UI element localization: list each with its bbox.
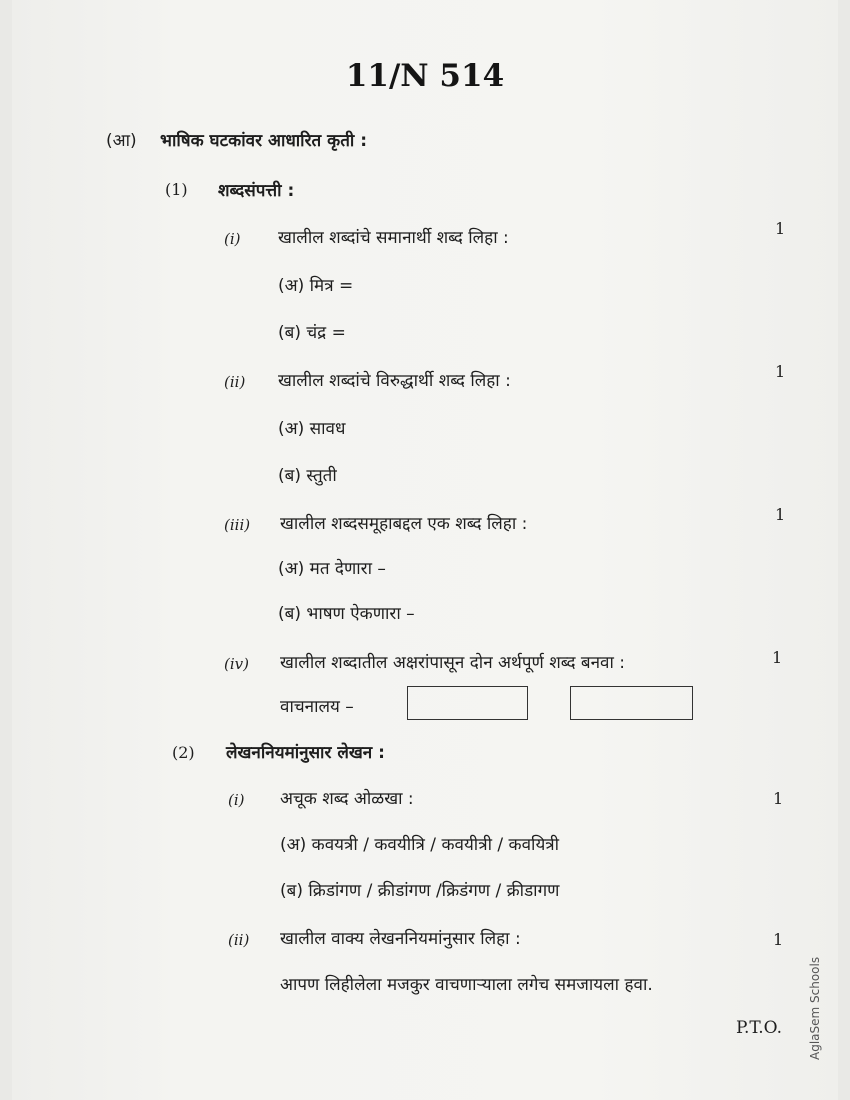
q1-i-text: खालील शब्दांचे समानार्थी शब्द लिहा : <box>278 228 509 248</box>
q1-iii-option-a: (अ) मत देणारा – <box>278 559 386 579</box>
q2-i-option-b: (ब) क्रिडांगण / क्रीडांगण /क्रिडंगण / क्रीडागण <box>280 881 560 901</box>
section-title: भाषिक घटकांवर आधारित कृती : <box>160 131 368 151</box>
q2-i-option-a: (अ) कवयत्री / कवयीत्रि / कवयीत्री / कवयित्री <box>280 835 560 855</box>
q1-ii-option-a: (अ) सावध <box>278 419 346 439</box>
answer-box-2 <box>570 686 693 720</box>
q1-i-number: (i) <box>224 230 241 248</box>
q1-iii-text: खालील शब्दसमूहाबद्दल एक शब्द लिहा : <box>280 514 528 534</box>
q1-iv-text: खालील शब्दातील अक्षरांपासून दोन अर्थपूर्ण शब्द बनवा : <box>280 653 626 673</box>
q2-ii-sentence: आपण लिहीलेला मजकुर वाचणाऱ्याला लगेच समजायला हवा. <box>280 975 653 995</box>
q2-i-text: अचूक शब्द ओळखा : <box>280 789 414 809</box>
q1-i-marks: 1 <box>775 219 786 238</box>
pto-label: P.T.O. <box>736 1018 782 1038</box>
q1-ii-option-b: (ब) स्तुती <box>278 466 337 486</box>
q2-number: (2) <box>172 743 195 762</box>
q1-iii-option-b: (ब) भाषण ऐकणारा – <box>278 604 415 624</box>
q1-iv-marks: 1 <box>772 648 783 667</box>
answer-box-1 <box>407 686 528 720</box>
q1-iii-number: (iii) <box>224 516 251 534</box>
section-label: (आ) <box>106 131 137 151</box>
q1-ii-text: खालील शब्दांचे विरुद्धार्थी शब्द लिहा : <box>278 371 511 391</box>
q1-iii-marks: 1 <box>775 505 786 524</box>
paper-code: 11/N 514 <box>345 58 505 94</box>
q1-i-option-b: (ब) चंद्र = <box>278 323 346 343</box>
q2-title: लेखननियमांनुसार लेखन : <box>226 743 385 763</box>
q1-i-option-a: (अ) मित्र = <box>278 276 354 296</box>
q2-ii-marks: 1 <box>773 930 784 949</box>
q1-ii-marks: 1 <box>775 362 786 381</box>
q2-ii-text: खालील वाक्य लेखननियमांनुसार लिहा : <box>280 929 521 949</box>
q1-title: शब्दसंपत्ती : <box>218 181 295 201</box>
q1-number: (1) <box>165 180 188 199</box>
q1-iv-number: (iv) <box>224 655 249 673</box>
q1-iv-word: वाचनालय – <box>280 697 354 717</box>
q2-i-number: (i) <box>228 791 245 809</box>
watermark: AglaSem Schools <box>808 956 822 1060</box>
q1-ii-number: (ii) <box>224 373 246 391</box>
q2-ii-number: (ii) <box>228 931 250 949</box>
q2-i-marks: 1 <box>773 789 784 808</box>
